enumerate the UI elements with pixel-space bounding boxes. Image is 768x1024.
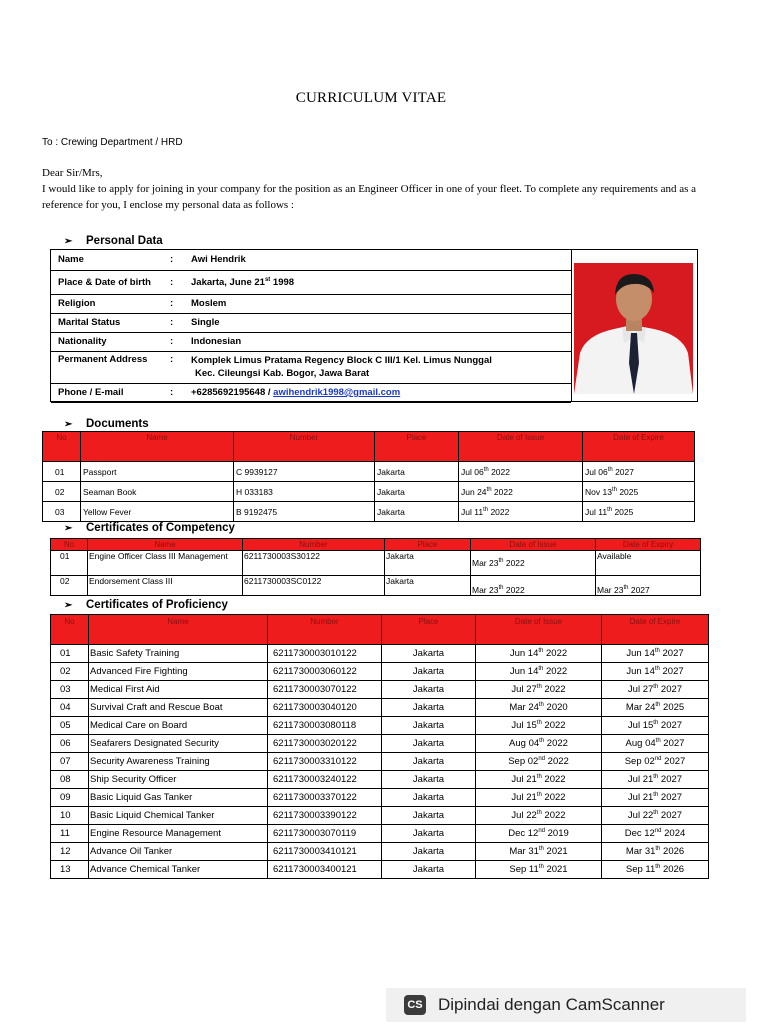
- intro-paragraph: I would like to apply for joining in your company for the position as an Engineer Officer in one of your fleet. To complete any requirements and as a reference for you, I enclose my personal data as follows :: [42, 183, 697, 211]
- label-religion: Religion: [51, 294, 170, 313]
- label-address: Permanent Address: [51, 351, 170, 383]
- table-row: 03 Medical First Aid 6211730003070122 Jakarta Jul 27th 2022 Jul 27th 2027: [51, 681, 709, 699]
- salutation: Dear Sir/Mrs,: [42, 167, 103, 179]
- table-header-row: No Name Number Place Date of Issue Date of Expiry: [51, 539, 701, 551]
- bullet-arrow-icon: ➢: [64, 419, 73, 430]
- profile-photo: [574, 263, 693, 394]
- table-row: 02 Seaman Book H 033183 Jakarta Jun 24th 2022 Nov 13th 2025: [43, 482, 695, 502]
- label-nationality: Nationality: [51, 332, 170, 351]
- table-row: 02 Endorsement Class III 6211730003SC0122 Jakarta Mar 23th 2022 Mar 23th 2027: [51, 576, 701, 596]
- table-row: 03 Yellow Fever B 9192475 Jakarta Jul 11th 2022 Jul 11th 2025: [43, 502, 695, 522]
- bullet-arrow-icon: ➢: [64, 523, 73, 534]
- table-row: 01 Passport C 9939127 Jakarta Jul 06th 2022 Jul 06th 2027: [43, 462, 695, 482]
- table-row: 05 Medical Care on Board 6211730003080118 Jakarta Jul 15th 2022 Jul 15th 2027: [51, 717, 709, 735]
- table-row: 04 Survival Craft and Rescue Boat 6211730003040120 Jakarta Mar 24th 2020 Mar 24th 2025: [51, 699, 709, 717]
- table-row: 13 Advance Chemical Tanker 6211730003400121 Jakarta Sep 11th 2021 Sep 11th 2026: [51, 861, 709, 879]
- value-address: Komplek Limus Pratama Regency Block C III/1 Kel. Limus Nunggal Kec. Cileungsi Kab. Bogor, Jawa Barat: [184, 351, 571, 383]
- value-nationality: Indonesian: [184, 332, 571, 351]
- label-contact: Phone / E-mail: [51, 383, 170, 402]
- document-title: CURRICULUM VITAE: [295, 90, 447, 106]
- personal-data-heading: ➢ Personal Data: [64, 235, 163, 247]
- table-row: 07 Security Awareness Training 6211730003310122 Jakarta Sep 02nd 2022 Sep 02nd 2027: [51, 753, 709, 771]
- personal-data-table: Name : Awi Hendrik Place & Date of birth : Jakarta, June 21st 1998 Religion : Moslem Marital Status : Single Nationality : Indonesian Permanent Address : Komplek Limus Pratama Regency Block C III/1 Kel. Limus Nunggal Kec. Cileungsi Kab. Bogor, Jawa Barat Phone / E-mail : +6285692195648 / awihendrik1998@gmail.com: [51, 250, 571, 403]
- value-birth: Jakarta, June 21st 1998: [184, 270, 571, 294]
- value-marital: Single: [184, 313, 571, 332]
- competency-heading: ➢ Certificates of Competency: [64, 522, 235, 534]
- table-row: 10 Basic Liquid Chemical Tanker 6211730003390122 Jakarta Jul 22th 2022 Jul 22th 2027: [51, 807, 709, 825]
- personal-data-box: [50, 249, 698, 402]
- value-name: Awi Hendrik: [184, 250, 571, 270]
- bullet-arrow-icon: ➢: [64, 236, 73, 247]
- camscanner-text: Dipindai dengan CamScanner: [438, 995, 665, 1014]
- proficiency-heading: ➢ Certificates of Proficiency: [64, 599, 228, 611]
- value-contact: +6285692195648 / awihendrik1998@gmail.com: [184, 383, 571, 402]
- camscanner-watermark: [386, 988, 746, 1022]
- documents-table: [42, 431, 695, 522]
- bullet-arrow-icon: ➢: [64, 600, 73, 611]
- table-row: 01 Engine Officer Class III Management 6211730003S30122 Jakarta Mar 23th 2022 Available: [51, 551, 701, 576]
- proficiency-table: [50, 614, 709, 879]
- documents-heading: ➢ Documents: [64, 418, 149, 430]
- label-name: Name: [51, 250, 170, 270]
- table-header-row: No Name Number Place Date of Issue Date of Expire: [51, 615, 709, 645]
- email-link[interactable]: awihendrik1998@gmail.com: [273, 387, 401, 398]
- table-row: 08 Ship Security Officer 6211730003240122 Jakarta Jul 21th 2022 Jul 21th 2027: [51, 771, 709, 789]
- label-marital: Marital Status: [51, 313, 170, 332]
- recipient-line: To : Crewing Department / HRD: [42, 137, 183, 148]
- table-row: 06 Seafarers Designated Security 6211730003020122 Jakarta Aug 04th 2022 Aug 04th 2027: [51, 735, 709, 753]
- camscanner-logo-icon: CS: [404, 995, 426, 1015]
- table-row: 02 Advanced Fire Fighting 6211730003060122 Jakarta Jun 14th 2022 Jun 14th 2027: [51, 663, 709, 681]
- table-row: 09 Basic Liquid Gas Tanker 6211730003370122 Jakarta Jul 21th 2022 Jul 21th 2027: [51, 789, 709, 807]
- table-row: 12 Advance Oil Tanker 6211730003410121 Jakarta Mar 31th 2021 Mar 31th 2026: [51, 843, 709, 861]
- competency-table: [50, 538, 701, 596]
- value-religion: Moslem: [184, 294, 571, 313]
- photo-frame: [571, 250, 698, 401]
- table-header-row: No Name Number Place Date of Issue Date of Expire: [43, 432, 695, 462]
- table-row: 11 Engine Resource Management 6211730003070119 Jakarta Dec 12nd 2019 Dec 12nd 2024: [51, 825, 709, 843]
- table-row: 01 Basic Safety Training 6211730003010122 Jakarta Jun 14th 2022 Jun 14th 2027: [51, 645, 709, 663]
- label-birth: Place & Date of birth: [51, 270, 170, 294]
